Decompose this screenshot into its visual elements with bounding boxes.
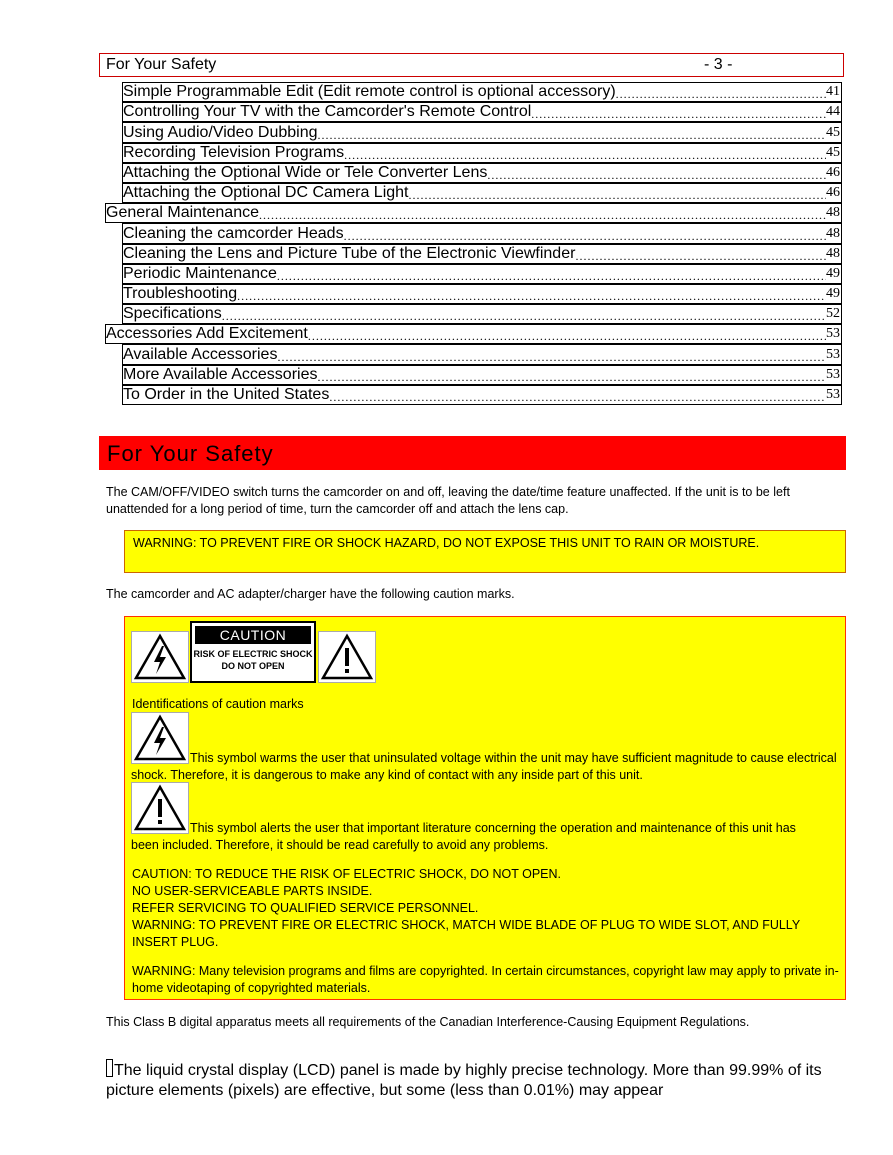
toc-leader-dots [329, 390, 826, 404]
toc-entry-title: Specifications [123, 305, 222, 323]
caution-label-line2: DO NOT OPEN [221, 661, 285, 671]
toc-entry[interactable] [122, 344, 842, 364]
toc-leader-dots [318, 128, 826, 142]
toc-entry-title: Attaching the Optional Wide or Tele Converter Lens [123, 163, 488, 181]
toc-entry-page: 53 [826, 366, 840, 382]
toc-entry[interactable] [105, 203, 842, 223]
warning-box: WARNING: TO PREVENT FIRE OR SHOCK HAZARD, DO NOT EXPOSE THIS UNIT TO RAIN OR MOISTURE. [124, 530, 846, 573]
lightning-symbol-description: This symbol warms the user that uninsulated voltage within the unit may have sufficient magnitude to cause electrical shock. Therefore, it is dangerous to make any kind of contact with any inside part of this unit. [131, 751, 837, 782]
toc-entry-page: 48 [826, 205, 840, 221]
toc-entry-page: 53 [826, 346, 840, 362]
exclamation-symbol-description: This symbol alerts the user that important literature concerning the operation and maintenance of this unit has been included. Therefore, it should be read carefully to avoid any problems. [131, 821, 796, 852]
toc-entry-page: 46 [826, 185, 840, 201]
toc-entry-page: 53 [826, 387, 840, 402]
caution-line: REFER SERVICING TO QUALIFIED SERVICE PERSONNEL. [132, 901, 479, 915]
caution-statements [132, 866, 842, 951]
toc-leader-dots [344, 148, 826, 162]
toc-leader-dots [408, 188, 826, 202]
toc-entry[interactable] [122, 223, 842, 243]
toc-leader-dots [277, 269, 826, 283]
toc-entry-page: 45 [826, 124, 840, 140]
page-header [99, 53, 844, 77]
caution-line: NO USER-SERVICEABLE PARTS INSIDE. [132, 884, 373, 898]
toc-entry[interactable] [122, 264, 842, 284]
intro-paragraph: The CAM/OFF/VIDEO switch turns the camcorder on and off, leaving the date/time feature unaffected. If the unit is to be left unattended for a long period of time, turn the camcorder off and attach the lens cap. [106, 485, 790, 516]
toc-entry-page: 48 [826, 225, 840, 241]
toc-entry[interactable] [105, 324, 842, 344]
toc-entry[interactable] [122, 365, 842, 385]
toc-leader-dots [575, 249, 826, 263]
caution-label-title: CAUTION [195, 626, 311, 644]
identifications-heading: Identifications of caution marks [132, 697, 304, 711]
toc-entry-page: 52 [826, 306, 840, 322]
text-cursor-marker [106, 1059, 113, 1077]
toc-entry-page: 48 [826, 245, 840, 261]
toc-entry-title: Attaching the Optional DC Camera Light [123, 184, 409, 202]
toc-leader-dots [277, 350, 826, 364]
toc-entry-title: Simple Programmable Edit (Edit remote control is optional accessory) [123, 83, 616, 101]
toc-leader-dots [237, 289, 826, 303]
header-title: For Your Safety [106, 56, 217, 73]
toc-entry-title: Cleaning the Lens and Picture Tube of the Electronic Viewfinder [123, 244, 576, 262]
toc-entry-page: 41 [826, 84, 840, 100]
toc-entry-title: Available Accessories [123, 345, 278, 363]
copyright-warning: WARNING: Many television programs and films are copyrighted. In certain circumstances, copyright law may apply to private in-home videotaping of copyrighted materials. [132, 964, 839, 995]
caution-label [190, 621, 316, 683]
toc-entry-page: 53 [826, 326, 840, 342]
toc-entry-page: 46 [826, 164, 840, 180]
exclamation-triangle-icon [318, 631, 376, 683]
toc-entry[interactable] [122, 284, 842, 304]
toc-leader-dots [616, 87, 826, 101]
toc-leader-dots [317, 370, 826, 384]
table-of-contents [105, 82, 842, 405]
toc-entry[interactable] [122, 82, 842, 102]
toc-entry[interactable] [122, 183, 842, 203]
class-b-statement: This Class B digital apparatus meets all requirements of the Canadian Interference-Causing Equipment Regulations. [106, 1015, 750, 1029]
caution-line: CAUTION: TO REDUCE THE RISK OF ELECTRIC SHOCK, DO NOT OPEN. [132, 867, 561, 881]
toc-entry-title: Troubleshooting [123, 285, 238, 303]
lightning-triangle-icon [131, 631, 189, 683]
toc-entry-title: Controlling Your TV with the Camcorder's Remote Control [123, 103, 532, 121]
toc-entry[interactable] [122, 102, 842, 122]
toc-leader-dots [487, 168, 826, 182]
toc-leader-dots [344, 229, 826, 243]
toc-entry[interactable] [122, 385, 842, 405]
toc-entry-title: Cleaning the camcorder Heads [123, 224, 344, 242]
toc-entry-title: Periodic Maintenance [123, 264, 277, 282]
toc-entry-page: 49 [826, 286, 840, 302]
toc-entry[interactable] [122, 244, 842, 264]
toc-entry-title: General Maintenance [106, 204, 259, 222]
lcd-text: The liquid crystal display (LCD) panel is made by highly precise technology. More than 99.99% of its picture elements (pixels) are effective, but some (less than 0.01%) may appear [106, 1062, 822, 1099]
toc-entry-title: Using Audio/Video Dubbing [123, 123, 318, 141]
caution-line: WARNING: TO PREVENT FIRE OR ELECTRIC SHOCK, MATCH WIDE BLADE OF PLUG TO WIDE SLOT, AND FULLY INSERT PLUG. [132, 918, 800, 949]
toc-entry[interactable] [122, 304, 842, 324]
lcd-paragraph [106, 1059, 846, 1101]
section-title: For Your Safety [99, 436, 846, 470]
toc-leader-dots [259, 208, 826, 222]
toc-entry-title: More Available Accessories [123, 365, 318, 383]
toc-entry-title: Recording Television Programs [123, 143, 345, 161]
toc-entry-title: To Order in the United States [123, 386, 330, 403]
toc-entry[interactable] [122, 143, 842, 163]
toc-entry-page: 49 [826, 265, 840, 281]
header-page-number: - 3 - [704, 56, 733, 73]
toc-leader-dots [308, 329, 826, 343]
caution-label-line1: RISK OF ELECTRIC SHOCK [193, 649, 313, 659]
toc-leader-dots [531, 107, 826, 121]
caution-marks-intro: The camcorder and AC adapter/charger have the following caution marks. [106, 587, 515, 601]
toc-leader-dots [222, 309, 826, 323]
toc-entry-page: 45 [826, 144, 840, 160]
toc-entry-page: 44 [826, 104, 840, 120]
toc-entry-title: Accessories Add Excitement [106, 325, 308, 343]
toc-entry[interactable] [122, 163, 842, 183]
toc-entry[interactable] [122, 122, 842, 142]
